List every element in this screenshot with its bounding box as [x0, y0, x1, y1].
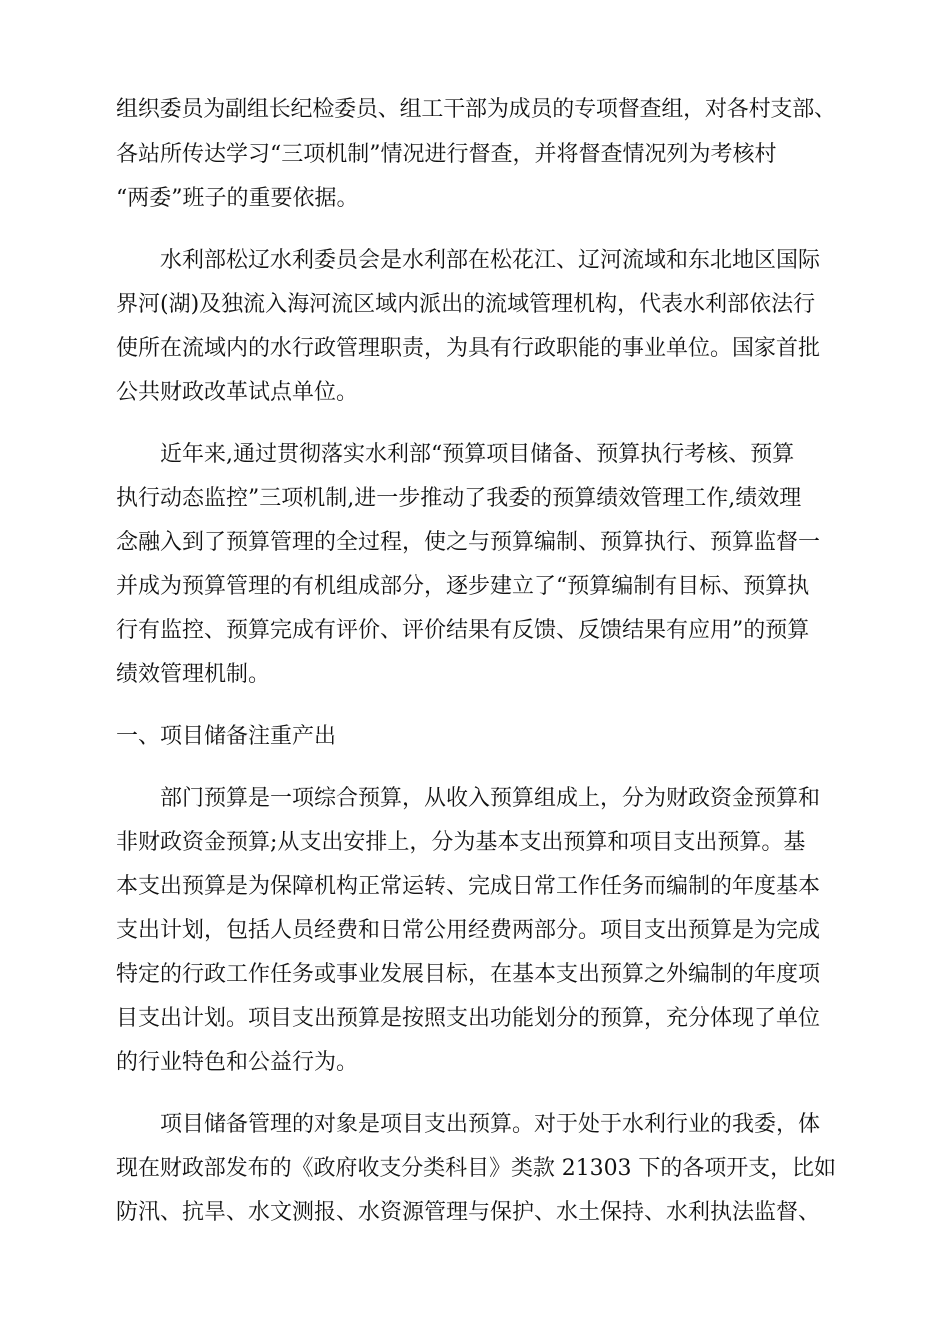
- paragraph-4-line-3: 本支出预算是为保障机构正常运转、完成日常工作任务而编制的年度基本: [116, 874, 821, 899]
- paragraph-4-line-2: 非财政资金预算;从支出安排上，分为基本支出预算和项目支出预算。基: [116, 830, 806, 855]
- paragraph-3-line-1: 近年来,通过贯彻落实水利部“预算项目储备、预算执行考核、预算: [160, 442, 795, 467]
- paragraph-4-line-1: 部门预算是一项综合预算，从收入预算组成上，分为财政资金预算和: [160, 786, 821, 811]
- paragraph-3-line-6: 绩效管理机制。: [116, 662, 271, 687]
- paragraph-3-line-4: 并成为预算管理的有机组成部分，逐步建立了“预算编制有目标、预算执: [116, 574, 810, 599]
- paragraph-2-line-1: 水利部松辽水利委员会是水利部在松花江、辽河流域和东北地区国际: [160, 248, 821, 273]
- paragraph-2-line-2: 界河(湖)及独流入海河流区域内派出的流域管理机构，代表水利部依法行: [116, 292, 816, 317]
- paragraph-1-line-3: “两委”班子的重要依据。: [116, 186, 359, 211]
- paragraph-4-line-4: 支出计划，包括人员经费和日常公用经费两部分。项目支出预算是为完成: [116, 918, 821, 943]
- paragraph-5-line-2: 现在财政部发布的《政府收支分类科目》类款 21303 下的各项开支，比如: [116, 1156, 836, 1181]
- paragraph-5-line-3: 防汛、抗旱、水文测报、水资源管理与保护、水土保持、水利执法监督、: [116, 1200, 821, 1225]
- paragraph-5-line-1: 项目储备管理的对象是项目支出预算。对于处于水利行业的我委，体: [160, 1112, 821, 1137]
- paragraph-2-line-4: 公共财政改革试点单位。: [116, 380, 359, 405]
- section-heading-1: 一、项目储备注重产出: [116, 724, 337, 749]
- paragraph-4-line-5: 特定的行政工作任务或事业发展目标，在基本支出预算之外编制的年度项: [116, 962, 821, 987]
- paragraph-4-line-6: 目支出计划。项目支出预算是按照支出功能划分的预算，充分体现了单位: [116, 1006, 821, 1031]
- paragraph-2-line-3: 使所在流域内的水行政管理职责，为具有行政职能的事业单位。国家首批: [116, 336, 821, 361]
- paragraph-3-line-2: 执行动态监控”三项机制,进一步推动了我委的预算绩效管理工作,绩效理: [116, 486, 802, 511]
- paragraph-1-line-1: 组织委员为副组长纪检委员、组工干部为成员的专项督查组，对各村支部、: [116, 97, 836, 122]
- paragraph-1-line-2: 各站所传达学习“三项机制”情况进行督查，并将督查情况列为考核村: [116, 142, 777, 167]
- paragraph-3-line-5: 行有监控、预算完成有评价、评价结果有反馈、反馈结果有应用”的预算: [116, 618, 810, 643]
- paragraph-3-line-3: 念融入到了预算管理的全过程，使之与预算编制、预算执行、预算监督一: [116, 530, 821, 555]
- paragraph-4-line-7: 的行业特色和公益行为。: [116, 1050, 359, 1075]
